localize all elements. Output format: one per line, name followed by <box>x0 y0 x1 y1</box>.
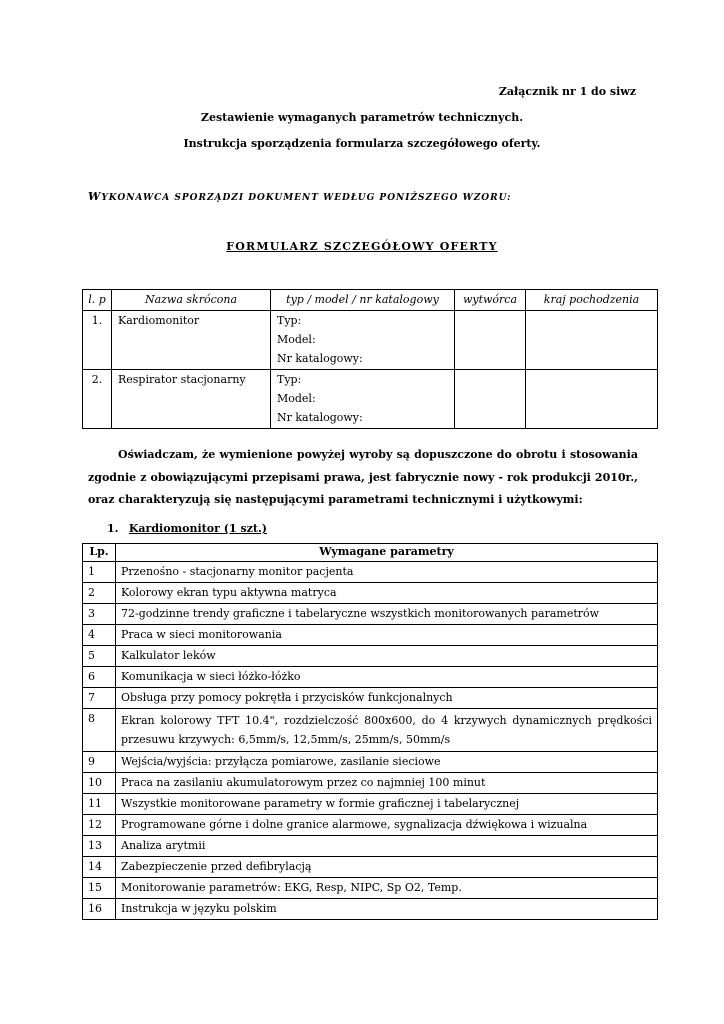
row-type-model-catalog <box>271 311 455 370</box>
parameter-lp: 6 <box>83 667 116 688</box>
row-manufacturer <box>455 311 526 370</box>
catalog-label: Nr katalogowy: <box>277 352 363 365</box>
parameter-text: 72-godzinne trendy graficzne i tabelaryczne wszystkich monitorowanych parametrów <box>116 604 658 625</box>
row-type-model-catalog <box>271 370 455 429</box>
parameter-row <box>83 899 658 920</box>
header-country: kraj pochodzenia <box>526 290 658 311</box>
parameter-text: Komunikacja w sieci łóżko-łóżko <box>116 667 658 688</box>
parameter-row <box>83 836 658 857</box>
parameter-row <box>83 878 658 899</box>
type-label: Typ: <box>277 314 302 327</box>
header-type-model-catalog: typ / model / nr katalogowy <box>271 290 455 311</box>
parameter-lp: 3 <box>83 604 116 625</box>
offer-table-row <box>83 311 658 370</box>
section-heading <box>107 522 267 535</box>
header-manufacturer: wytwórca <box>455 290 526 311</box>
document-subtitle: Instrukcja sporządzenia formularza szczegółowego oferty. <box>183 137 541 150</box>
parameter-row <box>83 583 658 604</box>
parameter-row <box>83 625 658 646</box>
header-lp: l. p <box>83 290 112 311</box>
parameter-row <box>83 794 658 815</box>
section-title: Kardiomonitor <box>128 522 220 535</box>
offer-form-table <box>82 289 658 429</box>
parameter-text: Wszystkie monitorowane parametry w formie graficznej i tabelarycznej <box>116 794 658 815</box>
instruction-text: YKONAWCA SPORZĄDZI DOKUMENT WEDŁUG PONIŻSZEGO WZORU: <box>101 193 512 203</box>
parameter-lp: 9 <box>83 752 116 773</box>
parameter-lp: 13 <box>83 836 116 857</box>
parameter-text: Instrukcja w języku polskim <box>116 899 658 920</box>
declaration-text: Oświadczam, że wymienione powyżej wyroby są dopuszczone do obrotu i stosowania zgodnie z obowiązującymi przepisami prawa, jest fabrycznie nowy - rok produkcji 2010r., oraz charakteryzują się następującymi parametrami technicznymi i użytkowymi: <box>88 448 638 506</box>
header-required-parameters: Wymagane parametry <box>116 544 658 562</box>
row-lp: 2. <box>83 370 112 429</box>
parameter-lp: 10 <box>83 773 116 794</box>
row-name: Respirator stacjonarny <box>112 370 271 429</box>
parameter-text: Praca w sieci monitorowania <box>116 625 658 646</box>
header-short-name: Nazwa skrócona <box>112 290 271 311</box>
attachment-label: Załącznik nr 1 do siwz <box>498 85 636 98</box>
offer-table-header <box>83 290 658 311</box>
contractor-instruction <box>88 190 511 203</box>
parameter-text: Monitorowanie parametrów: EKG, Resp, NIPC, Sp O2, Temp. <box>116 878 658 899</box>
parameter-row <box>83 646 658 667</box>
section-quantity: (1 szt.) <box>223 522 267 535</box>
row-lp: 1. <box>83 311 112 370</box>
parameter-lp: 16 <box>83 899 116 920</box>
parameter-row <box>83 667 658 688</box>
declaration-paragraph <box>88 444 638 512</box>
parameter-text: Programowane górne i dolne granice alarmowe, sygnalizacja dźwiękowa i wizualna <box>116 815 658 836</box>
parameters-body <box>83 562 658 920</box>
parameter-lp: 14 <box>83 857 116 878</box>
parameter-row <box>83 604 658 625</box>
parameters-header-row <box>83 544 658 562</box>
parameter-row <box>83 562 658 583</box>
parameter-text: Kolorowy ekran typu aktywna matryca <box>116 583 658 604</box>
parameter-text: Obsługa przy pomocy pokrętła i przycisków funkcjonalnych <box>116 688 658 709</box>
parameter-lp: 8 <box>83 709 116 752</box>
header-lp: Lp. <box>83 544 116 562</box>
section-number: 1. <box>107 522 119 535</box>
parameter-text: Zabezpieczenie przed defibrylacją <box>116 857 658 878</box>
offer-table-row <box>83 370 658 429</box>
document-title: Zestawienie wymaganych parametrów technicznych. <box>200 111 524 124</box>
parameter-lp: 4 <box>83 625 116 646</box>
instruction-initial: W <box>88 190 102 203</box>
parameter-text: Kalkulator leków <box>116 646 658 667</box>
parameter-text: Analiza arytmii <box>116 836 658 857</box>
model-label: Model: <box>277 392 316 405</box>
parameter-lp: 15 <box>83 878 116 899</box>
parameter-row <box>83 857 658 878</box>
type-label: Typ: <box>277 373 302 386</box>
catalog-label: Nr katalogowy: <box>277 411 363 424</box>
parameter-row <box>83 815 658 836</box>
parameter-lp: 12 <box>83 815 116 836</box>
parameter-row <box>83 773 658 794</box>
parameter-text: Praca na zasilaniu akumulatorowym przez co najmniej 100 minut <box>116 773 658 794</box>
parameter-row <box>83 688 658 709</box>
parameter-row <box>83 752 658 773</box>
parameter-text: Wejścia/wyjścia: przyłącza pomiarowe, zasilanie sieciowe <box>116 752 658 773</box>
row-country <box>526 370 658 429</box>
parameter-lp: 1 <box>83 562 116 583</box>
declaration-indent <box>88 448 118 461</box>
model-label: Model: <box>277 333 316 346</box>
parameter-lp: 7 <box>83 688 116 709</box>
parameter-text: Przenośno - stacjonarny monitor pacjenta <box>116 562 658 583</box>
parameters-table <box>82 543 658 920</box>
parameter-lp: 2 <box>83 583 116 604</box>
row-name: Kardiomonitor <box>112 311 271 370</box>
parameter-text: Ekran kolorowy TFT 10.4", rozdzielczość 800x600, do 4 krzywych dynamicznych prędkości przesuwu krzywych: 6,5mm/s, 12,5mm/s, 25mm/s, 50mm/s <box>116 709 658 752</box>
row-manufacturer <box>455 370 526 429</box>
form-title: FORMULARZ SZCZEGÓŁOWY OFERTY <box>226 240 498 253</box>
parameter-row <box>83 709 658 752</box>
parameter-lp: 11 <box>83 794 116 815</box>
row-country <box>526 311 658 370</box>
parameter-lp: 5 <box>83 646 116 667</box>
